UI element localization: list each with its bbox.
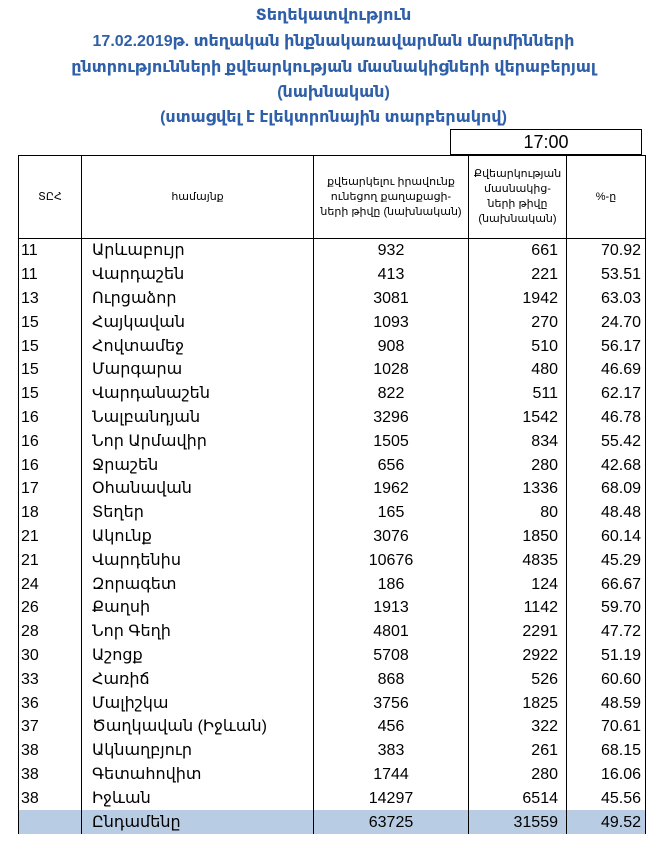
- cell-code: 30: [19, 644, 82, 668]
- cell-percent: 60.14: [567, 525, 646, 549]
- column-header-voters: քվեարկելու իրավունք ունեցող քաղաքացի-ների թիվը (նախնական): [314, 156, 469, 239]
- cell-voters: 456: [314, 715, 469, 739]
- cell-code: 38: [19, 786, 82, 810]
- cell-community: Գետահովիտ: [82, 763, 314, 787]
- cell-voters: 932: [314, 239, 469, 263]
- cell-percent: 42.68: [567, 453, 646, 477]
- cell-code: 18: [19, 501, 82, 525]
- cell-percent: 51.19: [567, 644, 646, 668]
- table-row: [19, 263, 646, 287]
- cell-community: Ջրաշեն: [82, 453, 314, 477]
- cell-voters: 4801: [314, 620, 469, 644]
- cell-community: Օհանավան: [82, 477, 314, 501]
- cell-community: Հովտամեջ: [82, 334, 314, 358]
- cell-percent: 59.70: [567, 596, 646, 620]
- cell-community: Ուրցաձոր: [82, 287, 314, 311]
- total-percent: 49.52: [567, 810, 646, 834]
- table-row: [19, 548, 646, 572]
- cell-community: Մալիշկա: [82, 691, 314, 715]
- cell-participants: 80: [469, 501, 567, 525]
- cell-percent: 48.48: [567, 501, 646, 525]
- cell-voters: 3296: [314, 406, 469, 430]
- column-header-percent: %-ը: [567, 156, 646, 239]
- cell-participants: 261: [469, 739, 567, 763]
- cell-code: 17: [19, 477, 82, 501]
- cell-community: Հառիճ: [82, 667, 314, 691]
- table-row: [19, 786, 646, 810]
- cell-participants: 1850: [469, 525, 567, 549]
- cell-percent: 16.06: [567, 763, 646, 787]
- cell-voters: 413: [314, 263, 469, 287]
- cell-percent: 60.60: [567, 667, 646, 691]
- cell-code: 15: [19, 382, 82, 406]
- cell-code: 36: [19, 691, 82, 715]
- cell-percent: 45.29: [567, 548, 646, 572]
- cell-code: 16: [19, 453, 82, 477]
- cell-voters: 822: [314, 382, 469, 406]
- cell-participants: 6514: [469, 786, 567, 810]
- cell-code: 28: [19, 620, 82, 644]
- table-row: [19, 620, 646, 644]
- table-row: [19, 596, 646, 620]
- report-subtitle-date: 17.02.2019թ. տեղական ինքնակառավարման մարմինների: [92, 33, 575, 50]
- results-table: [18, 155, 646, 834]
- cell-code: 11: [19, 263, 82, 287]
- total-label: Ընդամենը: [82, 810, 314, 834]
- cell-community: Տեղեր: [82, 501, 314, 525]
- cell-participants: 221: [469, 263, 567, 287]
- cell-code: 15: [19, 334, 82, 358]
- cell-community: Ակնաղբյուր: [82, 739, 314, 763]
- cell-voters: 1744: [314, 763, 469, 787]
- table-row: [19, 287, 646, 311]
- cell-community: Քաղսի: [82, 596, 314, 620]
- cell-participants: 1825: [469, 691, 567, 715]
- cell-voters: 165: [314, 501, 469, 525]
- cell-community: Աշոցք: [82, 644, 314, 668]
- cell-code: 26: [19, 596, 82, 620]
- cell-code: 16: [19, 429, 82, 453]
- cell-community: Նոր Արմավիր: [82, 429, 314, 453]
- table-row: [19, 358, 646, 382]
- cell-participants: 1942: [469, 287, 567, 311]
- cell-voters: 1913: [314, 596, 469, 620]
- cell-participants: 834: [469, 429, 567, 453]
- cell-participants: 1142: [469, 596, 567, 620]
- column-header-community: համայնք: [82, 156, 314, 239]
- cell-community: Արևաբույր: [82, 239, 314, 263]
- table-row: [19, 667, 646, 691]
- cell-community: Իջևան: [82, 786, 314, 810]
- cell-code: 15: [19, 310, 82, 334]
- cell-voters: 3076: [314, 525, 469, 549]
- table-header-row: [19, 156, 646, 239]
- cell-community: Մարգարա: [82, 358, 314, 382]
- cell-percent: 47.72: [567, 620, 646, 644]
- table-row: [19, 429, 646, 453]
- cell-community: Վարդաշեն: [82, 263, 314, 287]
- cell-voters: 1093: [314, 310, 469, 334]
- cell-percent: 48.59: [567, 691, 646, 715]
- total-voters: 63725: [314, 810, 469, 834]
- report-subtitle-source: (ստացվել է էլեկտրոնային տարբերակով): [160, 109, 507, 126]
- table-row: [19, 453, 646, 477]
- cell-voters: 383: [314, 739, 469, 763]
- cell-participants: 480: [469, 358, 567, 382]
- table-row: [19, 739, 646, 763]
- cell-participants: 124: [469, 572, 567, 596]
- cell-community: Նալբանդյան: [82, 406, 314, 430]
- cell-voters: 656: [314, 453, 469, 477]
- cell-community: Զորագետ: [82, 572, 314, 596]
- cell-percent: 70.61: [567, 715, 646, 739]
- total-row: [19, 810, 646, 834]
- column-header-participants: Քվեարկության մասնակից-ների թիվը (նախնական): [469, 156, 567, 239]
- cell-percent: 53.51: [567, 263, 646, 287]
- cell-code: 37: [19, 715, 82, 739]
- cell-participants: 511: [469, 382, 567, 406]
- total-participants: 31559: [469, 810, 567, 834]
- cell-community: Ծաղկավան (Իջևան): [82, 715, 314, 739]
- cell-participants: 510: [469, 334, 567, 358]
- cell-voters: 10676: [314, 548, 469, 572]
- cell-percent: 46.69: [567, 358, 646, 382]
- table-row: [19, 715, 646, 739]
- cell-percent: 62.17: [567, 382, 646, 406]
- cell-code: 15: [19, 358, 82, 382]
- table-row: [19, 525, 646, 549]
- cell-percent: 56.17: [567, 334, 646, 358]
- cell-participants: 270: [469, 310, 567, 334]
- cell-percent: 55.42: [567, 429, 646, 453]
- cell-code-empty: [19, 810, 82, 834]
- cell-participants: 661: [469, 239, 567, 263]
- table-row: [19, 477, 646, 501]
- cell-code: 11: [19, 239, 82, 263]
- table-body: [19, 239, 646, 834]
- cell-participants: 2291: [469, 620, 567, 644]
- table-row: [19, 501, 646, 525]
- cell-voters: 1505: [314, 429, 469, 453]
- cell-community: Նոր Գեղի: [82, 620, 314, 644]
- table-row: [19, 310, 646, 334]
- cell-participants: 1336: [469, 477, 567, 501]
- cell-community: Ակունք: [82, 525, 314, 549]
- column-header-code: ՏԸՀ: [19, 156, 82, 239]
- cell-percent: 24.70: [567, 310, 646, 334]
- cell-community: Հայկավան: [82, 310, 314, 334]
- cell-voters: 5708: [314, 644, 469, 668]
- cell-percent: 70.92: [567, 239, 646, 263]
- cell-voters: 186: [314, 572, 469, 596]
- report-title: Տեղեկատվություն: [255, 7, 412, 24]
- cell-code: 21: [19, 548, 82, 572]
- cell-code: 33: [19, 667, 82, 691]
- table-row: [19, 334, 646, 358]
- cell-participants: 280: [469, 453, 567, 477]
- report-subtitle-preliminary: (նախնական): [277, 84, 390, 101]
- cell-participants: 526: [469, 667, 567, 691]
- table-row: [19, 763, 646, 787]
- cell-voters: 868: [314, 667, 469, 691]
- cell-voters: 908: [314, 334, 469, 358]
- table-row: [19, 572, 646, 596]
- table-row: [19, 406, 646, 430]
- cell-percent: 46.78: [567, 406, 646, 430]
- cell-participants: 322: [469, 715, 567, 739]
- cell-participants: 2922: [469, 644, 567, 668]
- cell-code: 13: [19, 287, 82, 311]
- table-row: [19, 644, 646, 668]
- cell-code: 16: [19, 406, 82, 430]
- table-row: [19, 239, 646, 263]
- cell-community: Վարդենիս: [82, 548, 314, 572]
- cell-percent: 45.56: [567, 786, 646, 810]
- cell-code: 38: [19, 763, 82, 787]
- cell-voters: 14297: [314, 786, 469, 810]
- cell-community: Վարդանաշեն: [82, 382, 314, 406]
- time-label: 17:00: [450, 129, 642, 155]
- cell-voters: 3756: [314, 691, 469, 715]
- table-row: [19, 691, 646, 715]
- cell-code: 24: [19, 572, 82, 596]
- cell-percent: 68.15: [567, 739, 646, 763]
- cell-percent: 68.09: [567, 477, 646, 501]
- cell-voters: 1028: [314, 358, 469, 382]
- cell-code: 21: [19, 525, 82, 549]
- cell-voters: 3081: [314, 287, 469, 311]
- cell-participants: 1542: [469, 406, 567, 430]
- report-subtitle-topic: ընտրությունների քվեարկության մասնակիցների վերաբերյալ: [71, 59, 596, 76]
- table-row: [19, 382, 646, 406]
- cell-participants: 280: [469, 763, 567, 787]
- cell-percent: 66.67: [567, 572, 646, 596]
- cell-voters: 1962: [314, 477, 469, 501]
- cell-percent: 63.03: [567, 287, 646, 311]
- cell-participants: 4835: [469, 548, 567, 572]
- cell-code: 38: [19, 739, 82, 763]
